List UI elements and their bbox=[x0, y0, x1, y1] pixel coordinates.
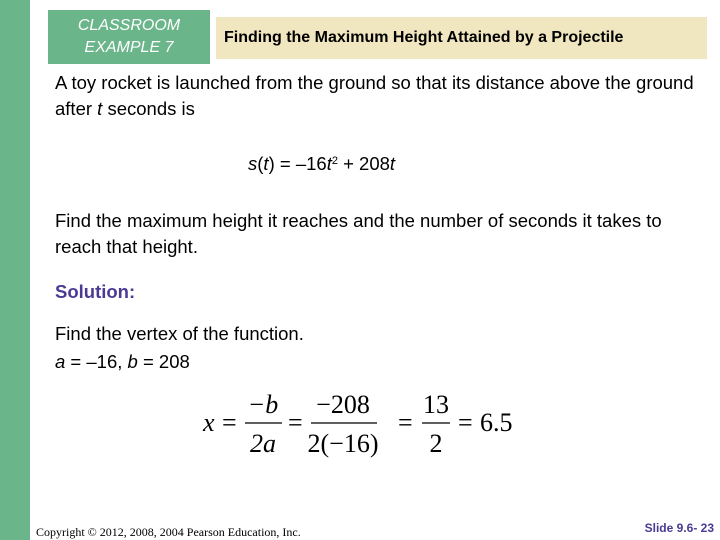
solution-steps bbox=[55, 320, 304, 376]
eq-t2: t bbox=[389, 153, 396, 174]
copyright-notice: Copyright © 2012, 2008, 2004 Pearson Education, Inc. bbox=[36, 525, 301, 539]
formula-result: 6.5 bbox=[480, 408, 513, 437]
intro-paragraph bbox=[55, 70, 695, 122]
step-find-vertex: Find the vertex of the function. bbox=[55, 323, 304, 344]
eq-t-arg: t bbox=[263, 153, 269, 174]
formula-num2: −208 bbox=[316, 390, 370, 419]
slide-title bbox=[216, 17, 707, 59]
coef-a-var: a bbox=[55, 351, 66, 372]
formula-eq4: = bbox=[458, 408, 473, 437]
example-line-1: CLASSROOM bbox=[77, 17, 181, 34]
eq-exponent: 2 bbox=[331, 155, 338, 167]
slide-title-text: Finding the Maximum Height Attained by a Projectile bbox=[224, 29, 624, 46]
solution-label: Solution: bbox=[55, 281, 136, 302]
formula-eq2: = bbox=[288, 408, 303, 437]
intro-var-t: t bbox=[97, 98, 103, 119]
eq-rhs-b: + 208 bbox=[337, 153, 390, 174]
example-line-2: EXAMPLE 7 bbox=[84, 39, 174, 56]
eq-t1: t bbox=[326, 153, 332, 174]
intro-text-b: seconds is bbox=[102, 98, 195, 119]
formula-den3: 2 bbox=[429, 429, 443, 458]
formula-eq3: = bbox=[398, 408, 413, 437]
formula-2a: 2a bbox=[250, 429, 276, 458]
coef-b-val: = 208 bbox=[137, 351, 190, 372]
eq-s: s bbox=[248, 153, 258, 174]
formula-x: x bbox=[203, 408, 215, 437]
formula-num3: 13 bbox=[423, 390, 449, 419]
left-accent-bar bbox=[0, 0, 30, 540]
formula-den2: 2(−16) bbox=[307, 429, 379, 458]
question-paragraph: Find the maximum height it reaches and the number of seconds it takes to reach that height. bbox=[55, 210, 662, 257]
eq-rhs-a: = –16 bbox=[274, 153, 327, 174]
coef-b-var: b bbox=[127, 351, 138, 372]
coefficients-line bbox=[55, 348, 304, 376]
intro-text-a: A toy rocket is launched from the ground so that its distance above the ground after bbox=[55, 72, 694, 119]
formula-eq1: = bbox=[222, 408, 237, 437]
classroom-example-badge bbox=[48, 10, 210, 64]
slide-number: Slide 9.6- 23 bbox=[644, 521, 714, 535]
height-equation: $s(t) = -16t^2 + 208t$ bbox=[248, 153, 396, 174]
vertex-formula bbox=[200, 386, 530, 462]
formula-neg-b: −b bbox=[247, 390, 279, 419]
coef-a-val: = –16, bbox=[65, 351, 128, 372]
